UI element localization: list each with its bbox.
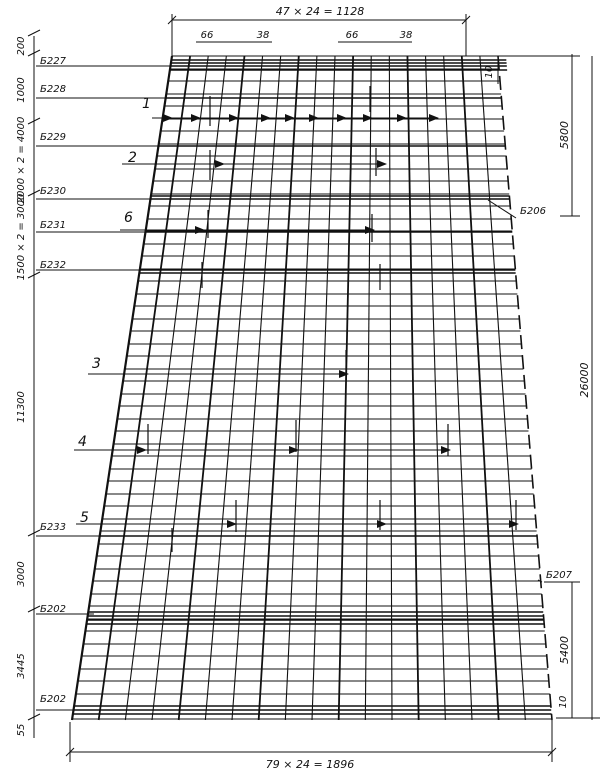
top-left-dim-a: 66 bbox=[200, 30, 214, 41]
left-dimension-labels bbox=[16, 30, 40, 736]
beam-label-left: Б229 bbox=[40, 132, 66, 143]
beam-label-left: Б233 bbox=[40, 522, 66, 533]
right-top-small-dimension: 10 bbox=[484, 65, 495, 79]
top-right-dim-b: 38 bbox=[399, 30, 413, 41]
left-dimension-label: 11300 bbox=[16, 391, 27, 423]
beam-label-left: Б202 bbox=[40, 694, 66, 705]
top-right-dim-a: 66 bbox=[345, 30, 359, 41]
beam-label-left: Б227 bbox=[40, 56, 66, 67]
left-dimension-label: 2000 × 2 = 4000 bbox=[16, 116, 27, 204]
beam-label-left: Б232 bbox=[40, 260, 66, 271]
left-dim-tick bbox=[28, 30, 40, 36]
left-dimension-label: 3000 bbox=[16, 561, 27, 587]
bar-marker-number: 5 bbox=[80, 510, 89, 526]
bar-marker-number: 2 bbox=[128, 150, 137, 166]
beam-label-left: Б202 bbox=[40, 604, 66, 615]
bottom-total-dimension: 79 × 24 = 1896 bbox=[265, 758, 355, 771]
top-total-dimension: 47 × 24 = 1128 bbox=[275, 5, 365, 18]
beam-label-left: Б230 bbox=[40, 186, 66, 197]
beam-label-left: Б231 bbox=[40, 220, 66, 231]
left-dimension-label: 1000 bbox=[16, 77, 27, 103]
bar-marker-number: 4 bbox=[78, 434, 87, 450]
dimension-lines bbox=[34, 14, 600, 762]
reinforcement-mesh bbox=[72, 56, 552, 720]
right-full-dimension: 26000 bbox=[578, 362, 591, 398]
left-dimension-label: 1500 × 2 = 3000 bbox=[16, 193, 27, 281]
beam-label-right: Б206 bbox=[520, 206, 546, 217]
right-upper-dimension: 5800 bbox=[558, 121, 571, 149]
left-dimension-label: 3445 bbox=[16, 653, 27, 679]
right-bottom-small-dimension: 10 bbox=[558, 695, 569, 709]
left-dimension-label: 55 bbox=[16, 723, 27, 737]
bar-markers bbox=[74, 96, 518, 526]
beam-leader bbox=[488, 200, 516, 218]
beam-label-left: Б228 bbox=[40, 84, 66, 95]
bar-marker-number: 1 bbox=[142, 96, 151, 112]
bar-marker-number: 3 bbox=[92, 356, 101, 372]
bar-marker-number: 6 bbox=[124, 210, 133, 226]
right-lower-dimension: 5400 bbox=[558, 636, 571, 664]
top-left-dim-b: 38 bbox=[256, 30, 270, 41]
left-dimension-label: 200 bbox=[16, 36, 27, 56]
beam-label-right: Б207 bbox=[546, 570, 572, 581]
